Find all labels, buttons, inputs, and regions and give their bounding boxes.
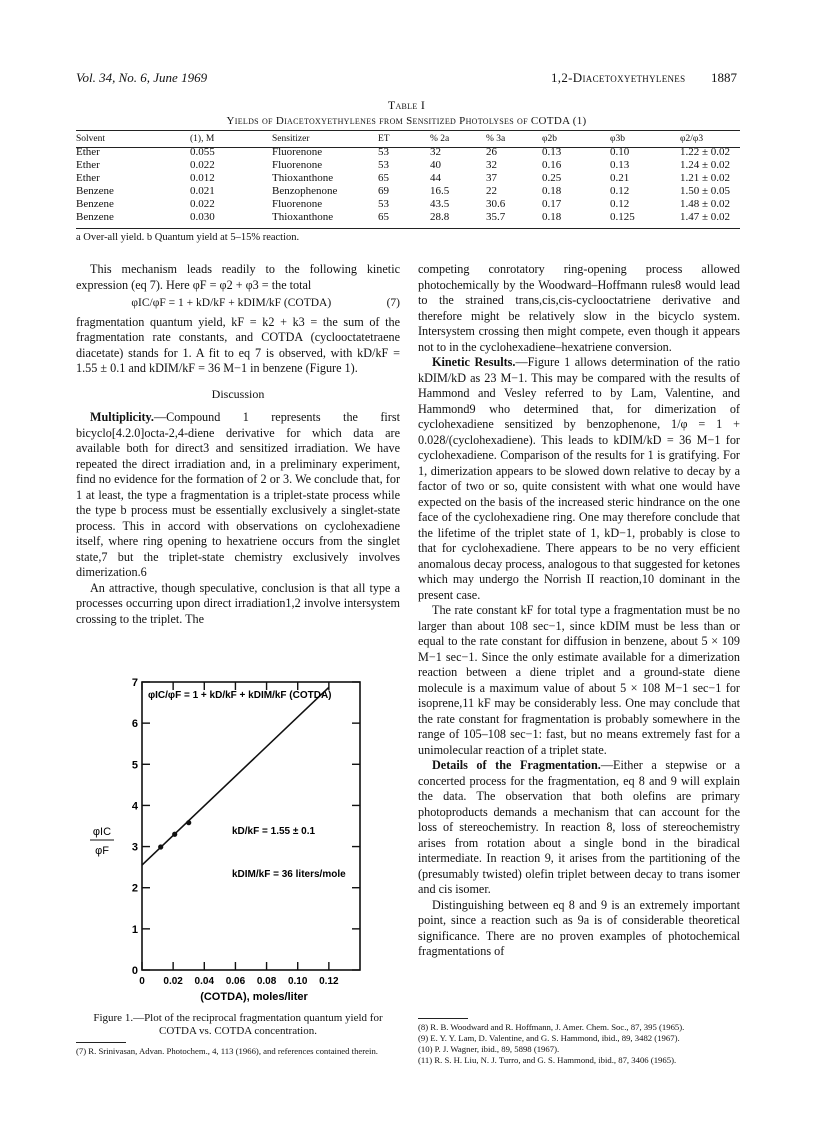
y-tick-label: 6 xyxy=(131,718,138,731)
paragraph-multiplicity-body: —Compound 1 represents the first bicyclo[4.2.0]octa-2,4-diene derivative for which data are available both for direct3 and sensitized irradiation. We have repeated the direct irradiation and, in a preliminary experiment, find no evidence for the formation of 2 or 3. We conclude that, for 1 at least, the type a fragmentation is a triplet-state process while the type b process must be essentially exclusively a singlet-state process. This in accord with observations on cyclohexadiene itself, where ring opening to hexatriene occurs from the singlet state,7 but the triplet-state chemistry exclusively involves dimerization.6 xyxy=(76,410,400,579)
references-list xyxy=(418,1022,740,1066)
footnote-divider xyxy=(76,1042,126,1043)
table-cell: Ether xyxy=(76,146,100,158)
table-cell: Benzene xyxy=(76,185,114,197)
paragraph-lead-multiplicity: Multiplicity. xyxy=(90,410,154,424)
table-cell: 53 xyxy=(378,159,389,171)
x-tick-label: 0.08 xyxy=(256,976,277,987)
table-row xyxy=(76,198,740,211)
y-tick-label: 7 xyxy=(131,677,138,689)
reference-10: (10) P. J. Wagner, ibid., 89, 5898 (1967). xyxy=(418,1044,560,1054)
table-cell: 69 xyxy=(378,185,389,197)
table-cell: 0.21 xyxy=(610,172,630,184)
x-tick-label: 0.02 xyxy=(163,976,183,987)
paragraph-rate-constant: The rate constant kF for total type a fragmentation must be no larger than about 108 sec−1, since kDIM must be less than or equal to the rate constant for diffusion in benzene, about 5 × 109 M−1 sec−1. Since the only estimate available for a dimerization reaction between a diene triplet and a ground-state diene molecule is a maximum value of about 5 × 108 M−1 sec−1 for isoprene,11 kF may be considerably less. One may conclude that the rate constant for fragmentation is probably somewhere in the range of 105–108 sec−1: fast, but no means extremely fast for a unimolecular reaction of a triplet state. xyxy=(418,603,740,757)
table-cell: 1.22 ± 0.02 xyxy=(680,146,731,158)
paragraph-lead-kinetic-results: Kinetic Results. xyxy=(432,355,516,369)
equation-7-number: (7) xyxy=(386,297,400,309)
x-tick-label: 0.10 xyxy=(287,976,308,987)
data-point xyxy=(158,844,163,849)
col-pct-3: % 3a xyxy=(486,134,506,144)
table-caption: Yields of Diacetoxyethylenes from Sensitized Photolyses of COTDA (1) xyxy=(226,115,587,127)
paragraph-kinetic-results xyxy=(418,355,740,603)
table-cell: Thioxanthone xyxy=(272,211,334,223)
table-cell: 0.021 xyxy=(190,185,215,197)
col-solvent: Solvent xyxy=(76,134,106,144)
reference-9: (9) E. Y. Y. Lam, D. Valentine, and G. S. Hammond, ibid., 89, 3482 (1967). xyxy=(418,1033,680,1043)
paragraph-multiplicity xyxy=(76,410,400,581)
slope-annotation: kD/kF = 1.55 ± 0.1 xyxy=(232,826,316,837)
x-axis-label: (COTDA), moles/liter xyxy=(200,991,308,1003)
table-cell: 22 xyxy=(486,185,497,197)
table-cell: 0.12 xyxy=(610,198,630,210)
reference-8: (8) R. B. Woodward and R. Hoffmann, J. Amer. Chem. Soc., 87, 395 (1965). xyxy=(418,1022,685,1032)
fit-line xyxy=(142,687,329,865)
table-row xyxy=(76,172,740,185)
table-cell: 37 xyxy=(486,172,497,184)
col-phi-ratio: φ2/φ3 xyxy=(680,134,704,144)
table-cell: 0.022 xyxy=(190,198,215,210)
table-header-rule xyxy=(76,147,740,148)
col-sensitizer: Sensitizer xyxy=(272,134,310,144)
table-cell: 53 xyxy=(378,146,389,158)
table-cell: 35.7 xyxy=(486,211,506,223)
table-cell: Benzene xyxy=(76,211,114,223)
col-phi2: φ2b xyxy=(542,134,557,144)
figure-1-chart xyxy=(76,672,400,1012)
table-row xyxy=(76,159,740,172)
col-et: ET xyxy=(378,134,390,144)
table-row xyxy=(76,185,740,198)
table-cell: 0.12 xyxy=(610,185,630,197)
x-tick-label: 0.12 xyxy=(319,976,339,987)
table-cell: 0.022 xyxy=(190,159,215,171)
table-cell: 1.48 ± 0.02 xyxy=(680,198,731,210)
table-cell: Benzene xyxy=(76,198,114,210)
data-point xyxy=(186,820,191,825)
table-cell: 0.125 xyxy=(610,211,635,223)
table-top-rule xyxy=(76,130,740,131)
right-column xyxy=(418,262,740,960)
table-cell: 0.13 xyxy=(610,159,630,171)
table-cell: 65 xyxy=(378,211,389,223)
equation-7 xyxy=(76,296,400,312)
paragraph-speculative-conclusion: An attractive, though speculative, conclusion is that all type a processes occurring upon direct irradiation1,2 involve intersystem crossing to the triplet. The xyxy=(76,580,400,626)
table-cell: Fluorenone xyxy=(272,198,323,210)
left-column xyxy=(76,262,400,627)
table-cell: 0.012 xyxy=(190,172,215,184)
table-footnote: a Over-all yield. b Quantum yield at 5–15% reaction. xyxy=(76,232,300,243)
references-divider xyxy=(418,1018,468,1019)
table-cell: 32 xyxy=(486,159,497,171)
table-cell: 53 xyxy=(378,198,389,210)
table-cell: 43.5 xyxy=(430,198,450,210)
table-cell: 32 xyxy=(430,146,441,158)
table-cell: Fluorenone xyxy=(272,146,323,158)
table-cell: 1.21 ± 0.02 xyxy=(680,172,731,184)
x-tick-label: 0.04 xyxy=(194,976,215,987)
paragraph-fragmentation-body: —Either a stepwise or a concerted process for the fragmentation, eq 8 and 9 will explain the data. The observation that both olefins are primary photoproducts demands a mechanism that can account for the loss of stereochemistry. In reaction 8, loss of stereochemistry arises from rotation about a single bond in the biradical intermediate. In reaction 9, it arises from the partitioning of the (presumably twisted) olefin triplet between decay to trans isomer and cis isomer. xyxy=(418,758,740,896)
paragraph-conrotatory: competing conrotatory ring-opening process allowed photochemically by the Woodward–Hoffmann rules8 would lead to the strained trans,cis,cis-cyclooctatriene derivative and therefore might be relatively slow in the bicyclo system. Intersystem crossing then might compete, even though it appears not to in the cyclohexadiene–hexatriene conversion. xyxy=(418,262,740,354)
table-cell: 0.18 xyxy=(542,211,562,223)
table-cell: 1.50 ± 0.05 xyxy=(680,185,731,197)
table-cell: 0.18 xyxy=(542,185,562,197)
reference-11: (11) R. S. H. Liu, N. J. Turro, and G. S. Hammond, ibid., 87, 3406 (1965). xyxy=(418,1055,677,1065)
table-header-row xyxy=(76,133,740,146)
y-axis-label-denominator: φF xyxy=(95,845,109,857)
running-header-title: 1,2-Diacetoxyethylenes xyxy=(551,70,686,85)
dim-annotation: kDIM/kF = 36 liters/mole xyxy=(232,869,346,880)
table-cell: 0.055 xyxy=(190,146,215,158)
figure-1-caption: Figure 1.—Plot of the reciprocal fragmentation quantum yield for COTDA vs. COTDA concentration. xyxy=(93,1012,383,1037)
page-number: 1887 xyxy=(711,70,737,85)
table-cell: 44 xyxy=(430,172,441,184)
table-cell: 0.10 xyxy=(610,146,630,158)
data-point xyxy=(172,832,177,837)
table-cell: 1.47 ± 0.02 xyxy=(680,211,731,223)
running-header-left: Vol. 34, No. 6, June 1969 xyxy=(76,70,208,85)
paragraph-lead-fragmentation: Details of the Fragmentation. xyxy=(432,758,601,772)
y-axis-label-numerator: φIC xyxy=(92,826,112,838)
y-tick-label: 2 xyxy=(131,882,138,895)
table-cell: Thioxanthone xyxy=(272,172,334,184)
y-tick-label: 0 xyxy=(131,965,138,977)
table-cell: 0.030 xyxy=(190,211,215,223)
x-tick-label: 0.06 xyxy=(225,976,246,987)
y-tick-label: 3 xyxy=(131,841,138,854)
col-concentration: (1), M xyxy=(190,134,215,144)
paragraph-fragmentation xyxy=(418,758,740,898)
table-cell: 40 xyxy=(430,159,441,171)
table-cell: 26 xyxy=(486,146,497,158)
table-cell: 0.13 xyxy=(542,146,562,158)
table-cell: 0.17 xyxy=(542,198,562,210)
table-cell: 16.5 xyxy=(430,185,450,197)
paragraph-kinetic-results-body: —Figure 1 allows determination of the ratio kDIM/kD as 23 M−1. This may be compared with the results of Hammond and Vesley referred to by Lam, Valentine, and Hammond9 who determined that, for dimerization of cyclohexadiene sensitized by benzophenone, 1/φ = 1 + 0.028/(cyclohexadiene). This leads to kDIM/kD = 36 M−1 for cyclohexadiene. Comparison of the results for 1 is gratifying. For 1, dimerization appears to be slowed down relative to decay by a factor of two or so, quite consistent with what one would have expected on the basis of the increased steric hindrance on the one face of the cyclohexadiene ring. One may therefore conclude that the lifetime of the triplet state of 1, kD−1, probably is close to that for cyclohexadiene. There appears to be no very efficient anomalous decay process, analogous to that suggested for ketones which may undergo the Norrish II reaction,10 dominant in the present case. xyxy=(418,355,740,602)
y-tick-label: 1 xyxy=(131,923,138,936)
footnote-7: (7) R. Srinivasan, Advan. Photochem., 4, 113 (1966), and references contained therein. xyxy=(76,1046,378,1056)
y-tick-label: 4 xyxy=(131,800,138,813)
section-heading-discussion: Discussion xyxy=(211,386,265,401)
table-cell: Benzophenone xyxy=(272,185,338,197)
table-cell: 0.16 xyxy=(542,159,562,171)
col-pct-2: % 2a xyxy=(430,134,450,144)
equation-7-body: φIC/φF = 1 + kD/kF + kDIM/kF (COTDA) xyxy=(131,297,332,309)
table-cell: 28.8 xyxy=(430,211,450,223)
y-tick-label: 5 xyxy=(131,759,138,772)
table-row xyxy=(76,211,740,224)
paragraph-kinetic-expression: This mechanism leads readily to the following kinetic expression (eq 7). Here φF = φ2 + φ3 = the total xyxy=(76,262,400,292)
table-cell: 65 xyxy=(378,172,389,184)
table-bottom-rule xyxy=(76,228,740,229)
table-cell: Ether xyxy=(76,159,100,171)
equation-annotation: φIC/φF = 1 + kD/kF + kDIM/kF (COTDA) xyxy=(148,690,332,701)
table-cell: 30.6 xyxy=(486,198,506,210)
table-title: Table I xyxy=(387,98,426,112)
col-phi3: φ3b xyxy=(610,134,625,144)
paragraph-distinguishing: Distinguishing between eq 8 and 9 is an extremely important point, since a reaction such as 9a is of considerable theoretical significance. There are no proven examples of photochemical fragmentations of xyxy=(418,897,740,958)
table-cell: 1.24 ± 0.02 xyxy=(680,159,731,171)
table-cell: Fluorenone xyxy=(272,159,323,171)
paragraph-fragmentation-yield: fragmentation quantum yield, kF = k2 + k3 = the sum of the fragmentation rate constants, and COTDA (cyclooctatetraene diacetate) stands for 1. A fit to eq 7 is observed, with kD/kF = 1.55 ± 0.1 and kDIM/kF = 36 M−1 in benzene (Figure 1). xyxy=(76,314,400,375)
table-cell: 0.25 xyxy=(542,172,562,184)
table-cell: Ether xyxy=(76,172,100,184)
x-tick-label: 0 xyxy=(139,976,145,987)
